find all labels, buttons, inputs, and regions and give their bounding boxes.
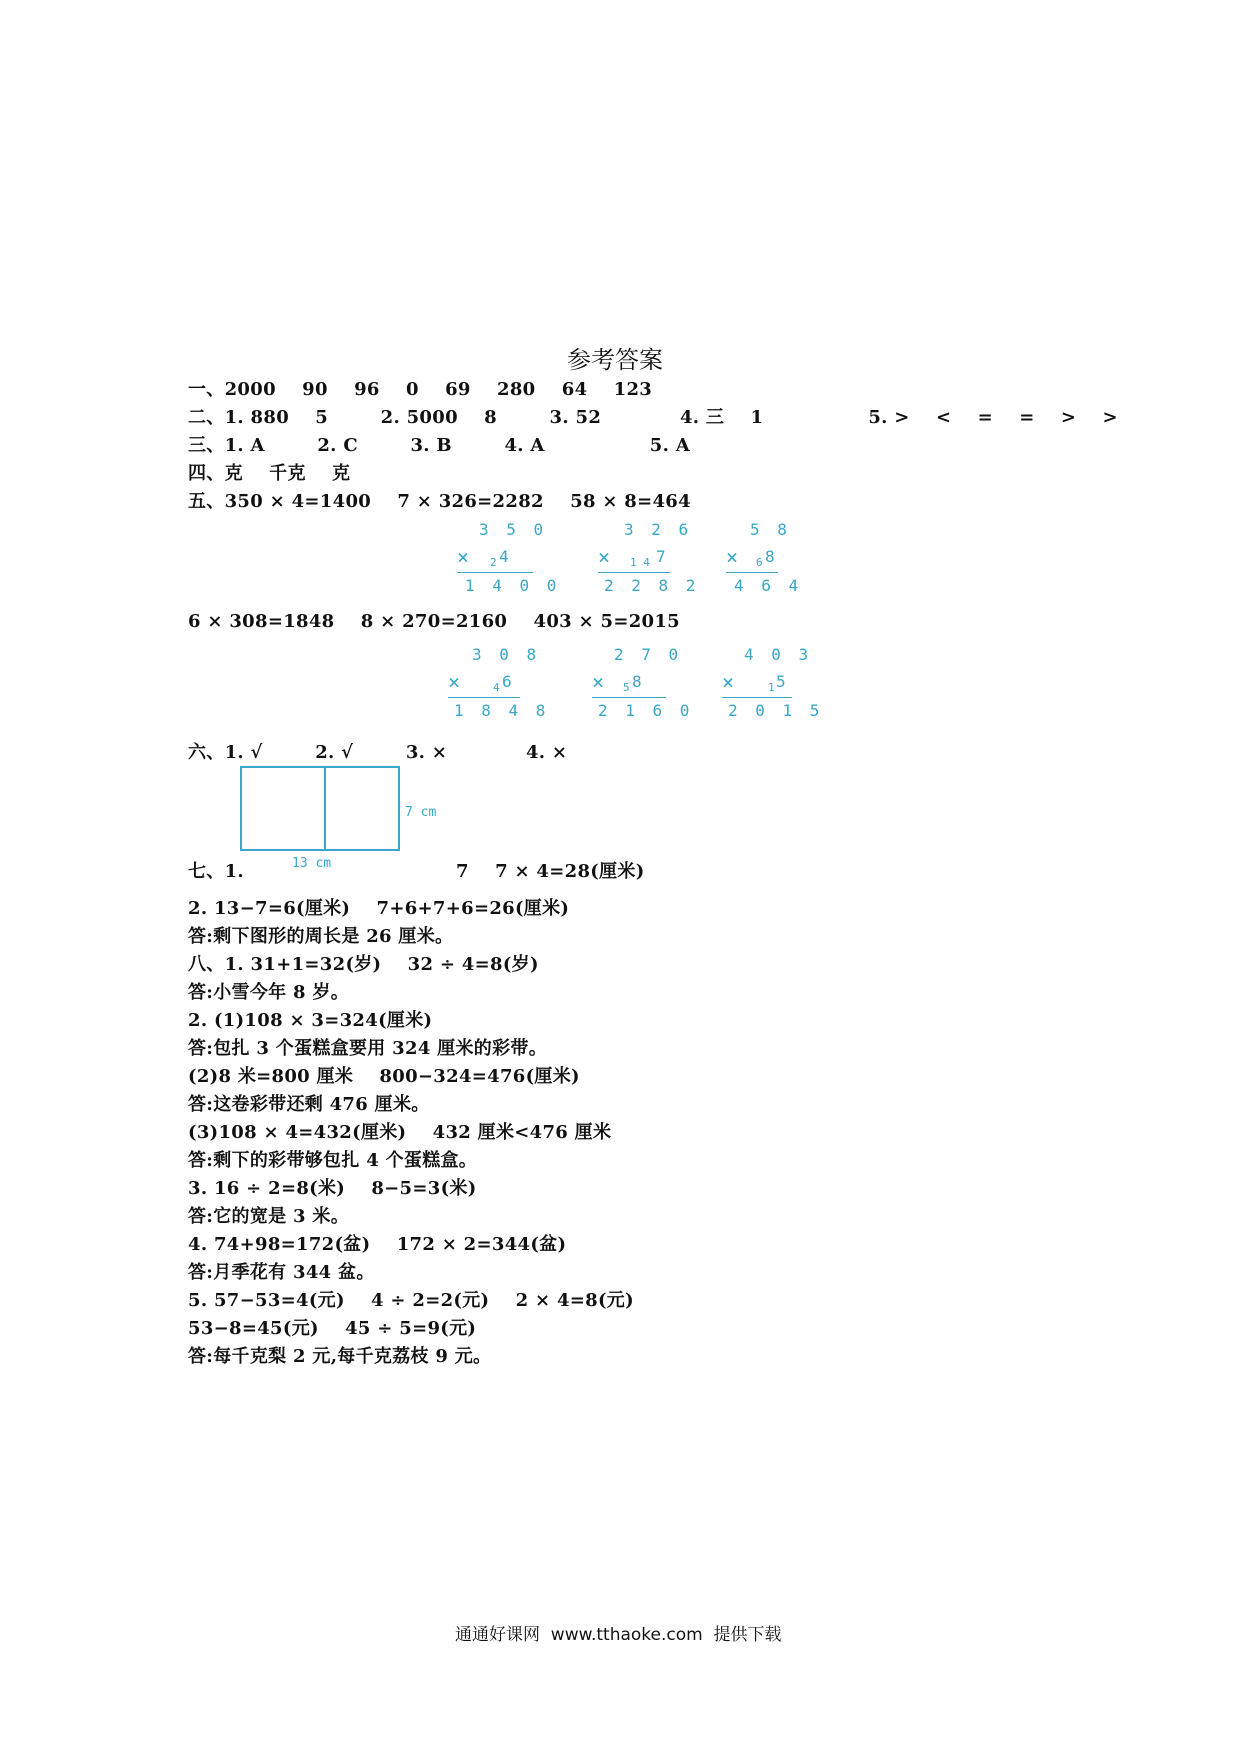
answer-line: 53−8=45(元) 45 ÷ 5=9(元) xyxy=(188,1318,477,1339)
rectangle-divider xyxy=(324,766,326,851)
calc-carry: 1 4 xyxy=(630,556,650,569)
calc-multiplier: 4 xyxy=(499,547,513,566)
answer-section-2: 二、1. 880 5 2. 5000 8 3. 52 4. 三 1 5. > < = = > > xyxy=(188,407,1118,428)
answer-line: 答:剩下图形的周长是 26 厘米。 xyxy=(188,926,454,947)
calc-carry: 2 xyxy=(490,556,497,569)
calc-result: 1 4 0 0 xyxy=(465,576,561,595)
rectangle-figure xyxy=(240,766,410,861)
calc-rule xyxy=(726,572,778,573)
width-label: 13 cm xyxy=(292,856,332,871)
answer-section-3: 三、1. A 2. C 3. B 4. A 5. A xyxy=(188,435,690,456)
calc-top: 2 7 0 xyxy=(614,645,683,664)
calc-multiplier: 5 xyxy=(776,672,790,691)
vertical-calc xyxy=(446,645,550,725)
calc-multiplier: 7 xyxy=(656,547,670,566)
answer-section-7-result: 7 7 × 4=28(厘米) xyxy=(456,861,645,882)
calc-rule xyxy=(457,572,533,573)
vertical-calc xyxy=(455,520,561,600)
calc-times-sign: × xyxy=(726,545,739,569)
vertical-calc xyxy=(596,520,700,600)
answer-line: 4. 74+98=172(盆) 172 × 2=344(盆) xyxy=(188,1234,567,1255)
calc-multiplier: 8 xyxy=(765,547,779,566)
answer-line: 5. 57−53=4(元) 4 ÷ 2=2(元) 2 × 4=8(元) xyxy=(188,1290,634,1311)
answer-line: 答:这卷彩带还剩 476 厘米。 xyxy=(188,1094,430,1115)
vertical-calc xyxy=(590,645,694,725)
calc-rule xyxy=(722,697,792,698)
answer-line: 答:剩下的彩带够包扎 4 个蛋糕盒。 xyxy=(188,1150,478,1171)
calc-multiplier: 6 xyxy=(502,672,516,691)
calc-top: 3 5 0 xyxy=(479,520,548,539)
calc-result: 4 6 4 xyxy=(734,576,803,595)
answer-line: 答:小雪今年 8 岁。 xyxy=(188,982,350,1003)
calc-result: 2 1 6 0 xyxy=(598,701,694,720)
answer-line: 2. (1)108 × 3=324(厘米) xyxy=(188,1010,433,1031)
calc-times-sign: × xyxy=(722,670,735,694)
calc-carry: 1 xyxy=(768,681,775,694)
answer-line: 3. 16 ÷ 2=8(米) 8−5=3(米) xyxy=(188,1178,477,1199)
answer-line: 答:它的宽是 3 米。 xyxy=(188,1206,350,1227)
height-label: 7 cm xyxy=(405,805,437,820)
calc-rule xyxy=(592,697,666,698)
rectangle-outline xyxy=(240,766,400,851)
answer-section-5: 五、350 × 4=1400 7 × 326=2282 58 × 8=464 xyxy=(188,491,691,512)
page-title: 参考答案 xyxy=(567,346,663,374)
calc-times-sign: × xyxy=(448,670,461,694)
vertical-calc xyxy=(720,645,824,725)
calc-times-sign: × xyxy=(598,545,611,569)
answer-section-7: 七、1. xyxy=(188,861,244,882)
calc-multiplier: 8 xyxy=(632,672,646,691)
answer-section-5-cont: 6 × 308=1848 8 × 270=2160 403 × 5=2015 xyxy=(188,611,681,632)
answer-section-4: 四、克 千克 克 xyxy=(188,463,351,484)
footer-source: 通通好课网 www.tthaoke.com 提供下载 xyxy=(455,1625,782,1645)
calc-rule xyxy=(448,697,520,698)
calc-carry: 4 xyxy=(493,681,500,694)
calc-result: 2 0 1 5 xyxy=(728,701,824,720)
calc-rule xyxy=(598,572,670,573)
answer-section-8: 八、1. 31+1=32(岁) 32 ÷ 4=8(岁) xyxy=(188,954,539,975)
answer-line: 2. 13−7=6(厘米) 7+6+7+6=26(厘米) xyxy=(188,898,570,919)
calc-result: 1 8 4 8 xyxy=(454,701,550,720)
calc-top: 4 0 3 xyxy=(744,645,813,664)
answer-section-6: 六、1. √ 2. √ 3. × 4. × xyxy=(188,742,568,763)
calc-carry: 6 xyxy=(756,556,763,569)
answer-line: (2)8 米=800 厘米 800−324=476(厘米) xyxy=(188,1066,580,1087)
answer-line: (3)108 × 4=432(厘米) 432 厘米<476 厘米 xyxy=(188,1122,612,1143)
calc-top: 5 8 xyxy=(750,520,791,539)
vertical-calc xyxy=(724,520,803,600)
calc-result: 2 2 8 2 xyxy=(604,576,700,595)
calc-times-sign: × xyxy=(592,670,605,694)
answer-line: 答:月季花有 344 盆。 xyxy=(188,1262,375,1283)
answer-line: 答:包扎 3 个蛋糕盒要用 324 厘米的彩带。 xyxy=(188,1038,548,1059)
answer-section-1: 一、2000 90 96 0 69 280 64 123 xyxy=(188,379,653,400)
calc-top: 3 2 6 xyxy=(624,520,693,539)
calc-times-sign: × xyxy=(457,545,470,569)
answer-line: 答:每千克梨 2 元,每千克荔枝 9 元。 xyxy=(188,1346,492,1367)
calc-top: 3 0 8 xyxy=(472,645,541,664)
calc-carry: 5 xyxy=(623,681,630,694)
